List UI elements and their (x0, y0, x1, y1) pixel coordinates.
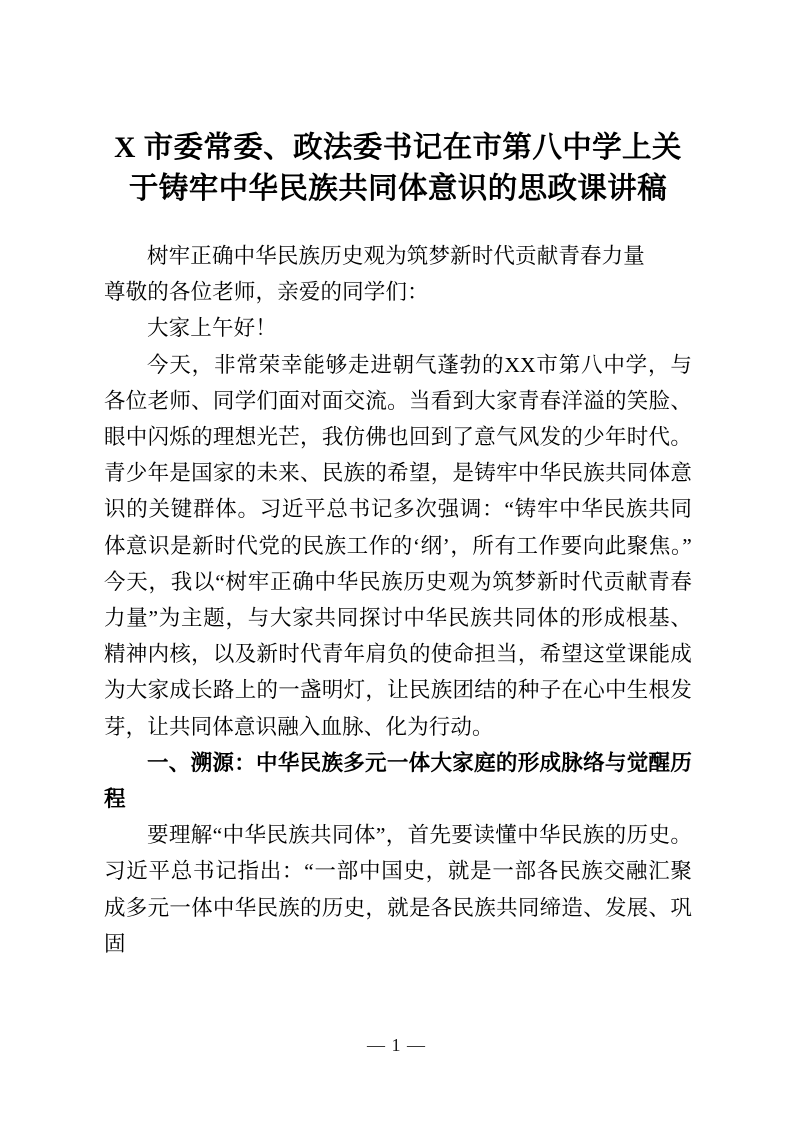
paragraph-greeting: 大家上午好！ (147, 316, 277, 341)
title-body-spacer (104, 210, 692, 238)
paragraph-subtitle-theme: 树牢正确中华民族历史观为筑梦新时代贡献青春力量 (147, 244, 645, 268)
paragraph-opening-remarks: 今天，非常荣幸能够走进朝气蓬勃的XX市第八中学，与各位老师、同学们面对面交流。当看到大家青春洋溢的笑脸、眼中闪烁的理想光芒，我仿佛也回到了意气风发的少年时代。青少年是国家的未来、民族的希望，是铸牢中华民族共同体意识的关键群体。习近平总书记多次强调：“铸牢中华民族共同体意识是新时代党的民族工作的‘纲’，所有工作要向此聚焦。”今天，我以“树牢正确中华民族历史观为筑梦新时代贡献青春力量”为主题，与大家共同探讨中华民族共同体的形成根基、精神内核，以及新时代青年肩负的使命担当，希望这堂课能成为大家成长路上的一盏明灯，让民族团结的种子在心中生根发芽，让共同体意识融入血脉、化为行动。 (104, 352, 692, 739)
section-heading-1: 一、溯源：中华民族多元一体大家庭的形成脉络与觉醒历程 (104, 750, 692, 812)
page-number-footer: — 1 — (367, 1035, 426, 1055)
paragraph-section-1-body: 要理解“中华民族共同体”，首先要读懂中华民族的历史。习近平总书记指出：“一部中国史，就是一部各民族交融汇聚成多元一体中华民族的历史，就是各民族共同缔造、发展、巩固 (104, 823, 692, 956)
document-title: X 市委常委、政法委书记在市第八中学上关于铸牢中华民族共同体意识的思政课讲稿 (114, 132, 682, 205)
page-content-area (104, 128, 692, 962)
paragraph-salutation: 尊敬的各位老师，亲爱的同学们： (104, 280, 429, 305)
